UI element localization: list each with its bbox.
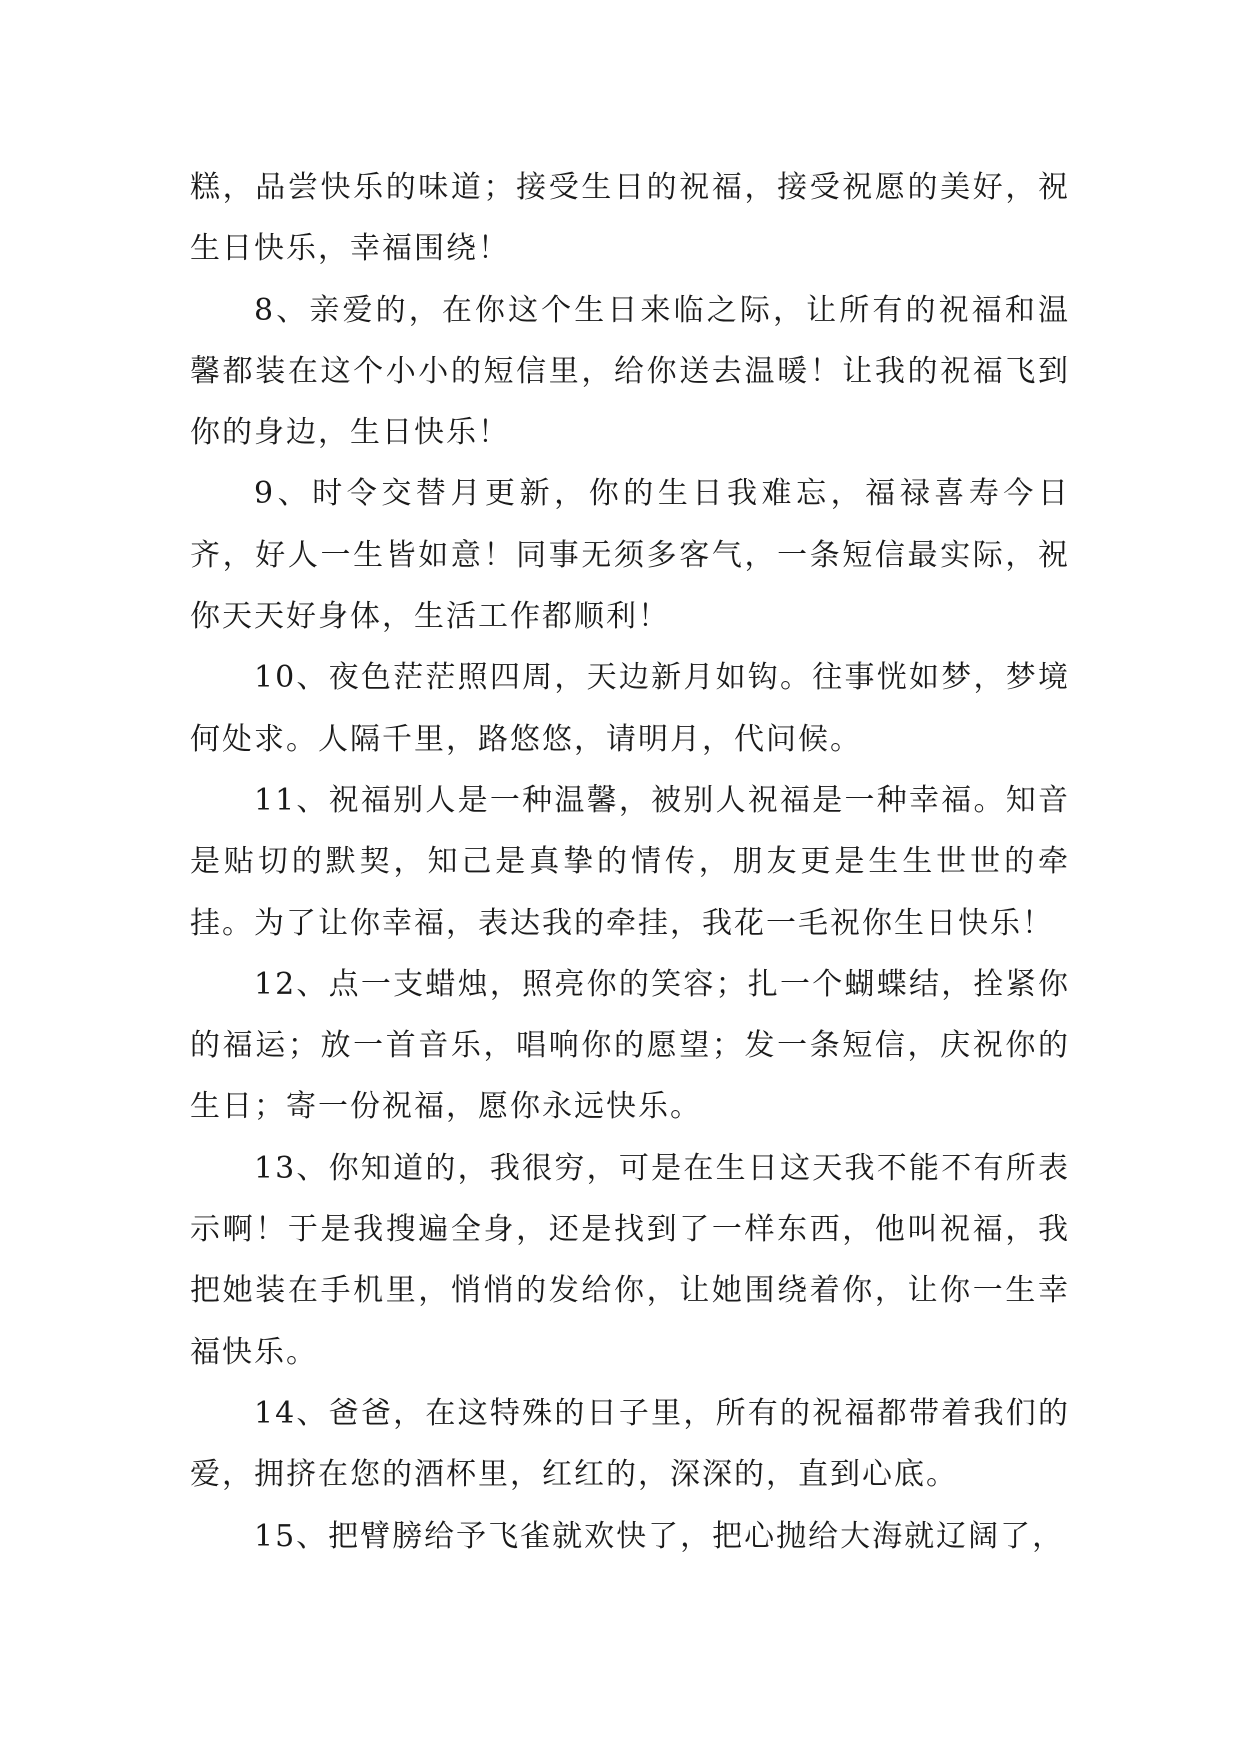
document-body [190,157,1070,1567]
paragraph-13: 13、你知道的，我很穷，可是在生日这天我不能不有所表示啊！于是我搜遍全身，还是找到了一样东西，他叫祝福，我把她装在手机里，悄悄的发给你，让她围绕着你，让你一生幸福快乐。 [190,1150,1070,1370]
paragraph-8: 8、亲爱的，在你这个生日来临之际，让所有的祝福和温馨都装在这个小小的短信里，给你送去温暖！让我的祝福飞到你的身边，生日快乐！ [190,292,1070,451]
paragraph-9: 9、时令交替月更新，你的生日我难忘，福禄喜寿今日齐，好人一生皆如意！同事无须多客气，一条短信最实际，祝你天天好身体，生活工作都顺利！ [190,476,1070,635]
paragraph-14: 14、爸爸，在这特殊的日子里，所有的祝福都带着我们的爱，拥挤在您的酒杯里，红红的，深深的，直到心底。 [190,1395,1070,1493]
paragraph-continued: 糕，品尝快乐的味道；接受生日的祝福，接受祝愿的美好，祝生日快乐，幸福围绕！ [190,170,1070,267]
paragraph-12: 12、点一支蜡烛，照亮你的笑容；扎一个蝴蝶结，拴紧你的福运；放一首音乐，唱响你的愿望；发一条短信，庆祝你的生日；寄一份祝福，愿你永远快乐。 [190,966,1070,1125]
paragraph-11: 11、祝福别人是一种温馨，被别人祝福是一种幸福。知音是贴切的默契，知己是真挚的情传，朋友更是生生世世的牵挂。为了让你幸福，表达我的牵挂，我花一毛祝你生日快乐！ [190,782,1070,941]
paragraph-15: 15、把臂膀给予飞雀就欢快了，把心抛给大海就辽阔了， [254,1518,1065,1554]
paragraph-10: 10、夜色茫茫照四周，天边新月如钩。往事恍如梦，梦境何处求。人隔千里，路悠悠，请明月，代问候。 [190,660,1070,757]
